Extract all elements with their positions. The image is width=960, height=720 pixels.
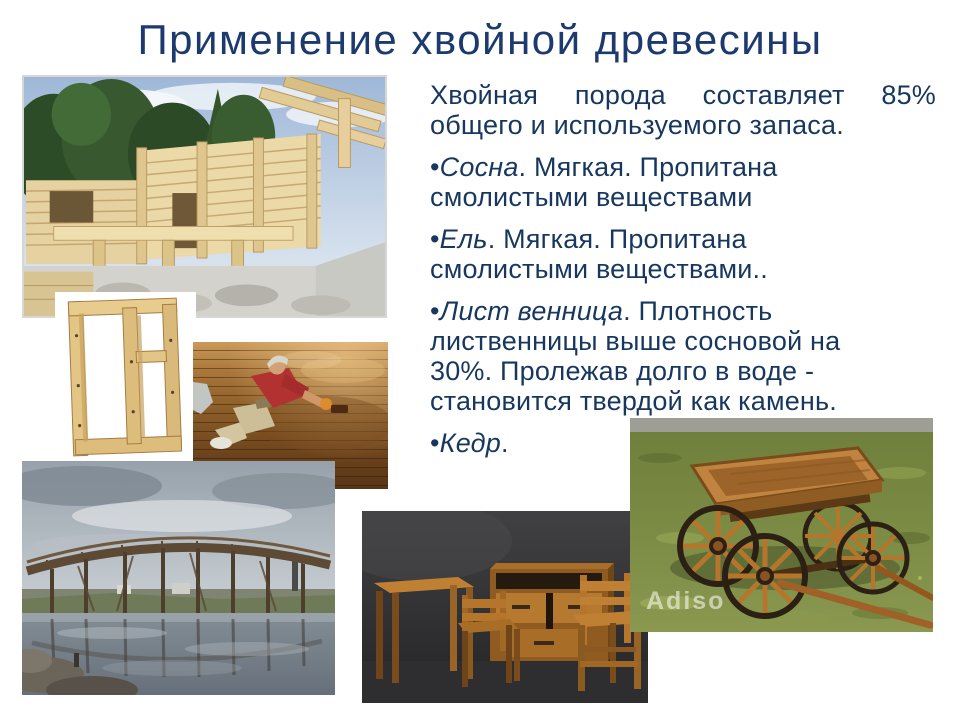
sack <box>193 382 213 414</box>
bullet-continuation: становится твердой как камень. <box>430 386 838 416</box>
bullet-spruce <box>430 224 936 284</box>
bullet-continuation: смолистыми веществами.. <box>430 254 768 284</box>
bullet-marker: • <box>430 152 440 182</box>
window-illustration <box>55 292 196 462</box>
bullet-continuation: смолистыми веществами <box>430 182 753 212</box>
body-text-column <box>430 80 936 470</box>
bullet-marker: • <box>430 296 440 326</box>
photo-wooden-window-frames <box>55 292 196 462</box>
slide-title: Применение хвойной древесины <box>137 16 823 63</box>
bullet-text: . <box>501 428 509 458</box>
bullet-pine <box>430 152 936 212</box>
intro-line-2: общего и используемого запаса. <box>430 110 844 140</box>
furniture-illustration <box>362 511 648 703</box>
bullet-cedar <box>430 428 936 458</box>
bullet-term: Ель <box>439 224 488 254</box>
wheel-rear-left <box>680 508 756 584</box>
house-illustration <box>24 77 385 316</box>
intro-line-1: Хвойная порода составляет 85% <box>430 80 936 110</box>
bullet-continuation: 30%. Пролежав долго в воде - <box>430 356 815 386</box>
wheel-front-left <box>725 536 805 616</box>
wheel-front-right <box>839 524 907 592</box>
bridge-illustration <box>22 461 335 695</box>
intro-paragraph <box>430 80 936 140</box>
photo-wooden-furniture <box>362 511 648 703</box>
photo-watermark: Adiso <box>646 587 726 615</box>
photo-wooden-bridge <box>22 461 335 695</box>
bullet-term: Лист венница <box>439 296 624 326</box>
bullet-text: . Мягкая. Пропитана <box>487 224 747 254</box>
bullet-marker: • <box>430 224 440 254</box>
bullet-marker: • <box>430 428 440 458</box>
bullet-text: . Мягкая. Пропитана <box>518 152 778 182</box>
bullet-text: . Плотность <box>623 296 773 326</box>
bullet-term: Кедр <box>439 428 502 458</box>
photo-timber-house-construction <box>22 75 387 318</box>
bullet-larch <box>430 296 936 416</box>
bullet-term: Сосна <box>439 152 519 182</box>
bullet-continuation: лиственницы выше сосновой на <box>430 326 841 356</box>
